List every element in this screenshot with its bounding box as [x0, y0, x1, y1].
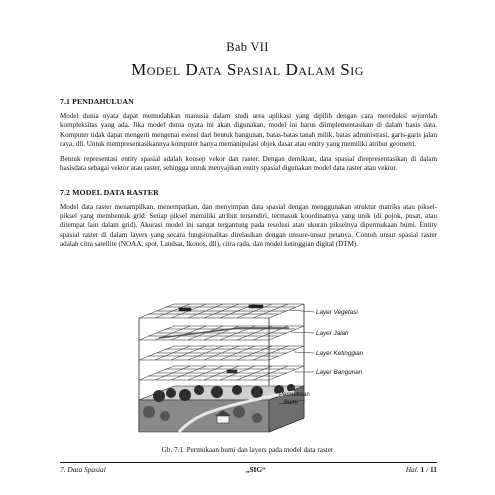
footer-chapter: 7. Data Spasial [60, 465, 106, 474]
label-layer-bangunan: Layer Bangunan [315, 369, 362, 376]
footer-title: „SIG“ [245, 465, 266, 474]
footer-page-label: Hal. [405, 465, 419, 474]
paragraph: Model data raster menampilkan, menempatkan, dan menyimpan data spasial dengan menggunakan struktur matriks atau piksel-piksel yang membentuk grid. Setiap piksel memiliki atribut tersendiri, termasuk koordinatnya yang unik (di pojok, pusat, atau ditempat lain dalam grid). Akurasi model ini sangat tergantung pada resolusi atau ukuran pikselnya dipermukaan bumi. Entity spasial raster di dalam layers yang secara fungsionalitas direlasikan dengan unsure-unsur petanya. Contoh unsur spasial raster adalah citra satellite (NOAA, spot, Landsat, Ikonos, dll), citra rada, dan model ketinggian digital (DTM). [60, 202, 437, 248]
label-bumi: Bumi [283, 400, 298, 406]
footer-page-number [406, 465, 437, 474]
paragraph: Bentuk representasi entity spasial adalah konsep vekor dan raster. Dengan demikian, data spasial direpresentasikan di dalam basisdata sebagai vektor atau raster, sehingga untuk menyajikan entity spasial digunakan model data raster atau vektor. [60, 155, 437, 173]
label-layer-jalan: Layer Jalan [315, 330, 349, 337]
label-layer-vegetasi: Layer Vegetasi [315, 309, 358, 316]
chapter-label: Bab VII [226, 40, 269, 54]
layer-ketinggian-grid [139, 346, 304, 360]
page-footer [60, 462, 437, 474]
chapter-title: Model Data Spasial Dalam Sig [131, 60, 364, 79]
footer-page-total: 11 [430, 465, 437, 474]
footer-page-sep: / [426, 465, 429, 474]
label-permukaan: Permukaan [278, 392, 310, 398]
body-content [60, 97, 437, 255]
label-layer-ketinggian: Layer Ketinggian [315, 350, 363, 357]
figure-caption: Gb. 7.1. Permukaan bumi dan layers pada model data raster [161, 446, 334, 454]
layer-bangunan-grid [139, 366, 304, 380]
raster-layers-figure [60, 300, 437, 440]
paragraph: Model dunia nyata dapat memudahkan manusia dalam studi area aplikasi yang dipilih dengan cara mereduksi sejumlah kompleksitas yang ada. Jika model dunia nyata ini akan digunakan, model ini harus diimplementasikan di dalam basis data. Komputer tidak dapat mengerti mengenai esensi dari bentuk bangunan, batas-batas tanah milik, batas administrasi, garis-garis jalan raya, dll. Untuk mempresentasikannya komputer hanya memanipulasi objek dasar atau entity yang memiliki atribut geometri. [60, 112, 437, 148]
section-heading-raster: 7.2 MODEL DATA RASTER [60, 187, 159, 197]
section-heading-pendahuluan: 7.1 PENDAHULUAN [60, 97, 134, 106]
raster-layers-illustration [119, 300, 379, 440]
layer-vegetasi-grid [139, 304, 304, 318]
layer-jalan-grid [139, 326, 304, 340]
footer-page-current: 1 [420, 465, 425, 474]
